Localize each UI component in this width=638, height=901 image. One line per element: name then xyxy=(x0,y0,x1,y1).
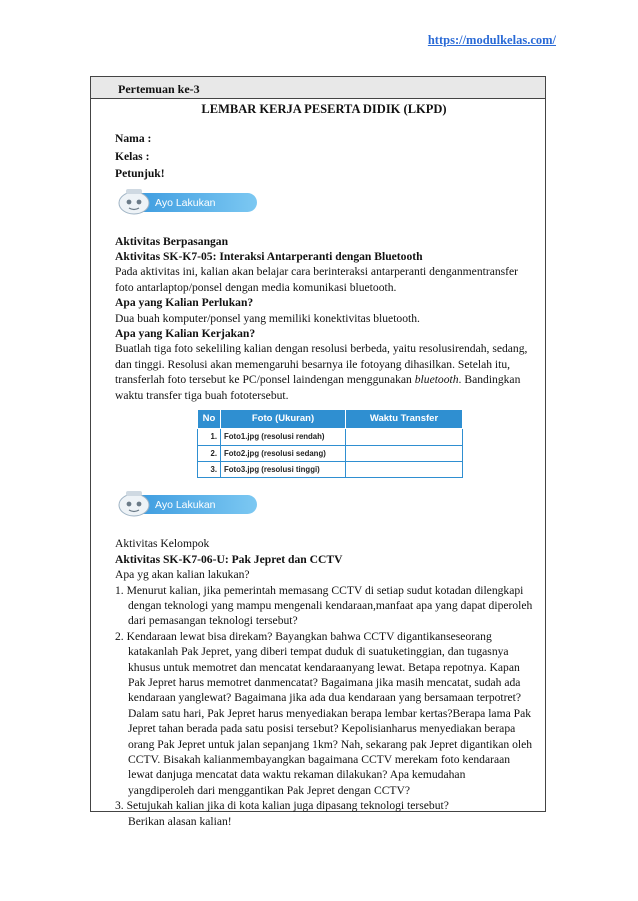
tasks-text-part2: . Bandingkan waktu transfer tiga buah fototersebut. xyxy=(115,373,521,402)
row-time[interactable] xyxy=(346,461,463,477)
transfer-table xyxy=(197,409,463,478)
col-no-header: No xyxy=(198,410,221,429)
tasks-heading: Apa yang Kalian Kerjakan? xyxy=(115,327,256,341)
activity1-intro: Pada aktivitas ini, kalian akan belajar cara berinteraksi antarperanti denganmentransfer foto antarlaptop/ponsel dengan media komunikasi bluetooth. xyxy=(115,265,519,294)
table-row xyxy=(198,461,463,477)
tasks-text-part1: Buatlah tiga foto sekeliling kalian dengan resolusi berbeda, yaitu resolusirendah, sedang, dan tinggi. Resolusi akan memengaruhi besarnya ile fotoyang dihasilkan. Setelah itu, transferlah foto tersebut ke PC/ponsel laindengan menggunakan xyxy=(115,342,528,387)
instructions-label: Petunjuk! xyxy=(115,167,165,181)
row-time[interactable] xyxy=(346,429,463,445)
list-item: 2. Kendaraan lewat bisa direkam? Bayangkan bahwa CCTV digantikanseseorang katakanlah Pak Jepret, yang diberi tempat duduk di suatuketinggian, dan tugasnya khusus untuk memotret dan mencatat kendaraanyang lewat. Betapa repotnya. Kapan Pak Jepret harus memotret danmencatat? Bagaimana jika masih mencatat, sudah ada kendaraan yanglewat? Bagaimana jika ada dua kendaraan yang bersamaan terpotret?Dalam satu hari, Pak Jepret harus menyediakan berapa lembar kertas?Berapa lama Pak Jepret tahan berada pada satu posisi tersebut? Kepolisianharus menyediakan berapa orang Pak Jepret untuk jalan sepanjang 1km? Nah, sekarang pak Jepret digantikan oleh CCTV. Bisakah kalianmembayangkan bagaimana CCTV merekam foto kendaraan lewat danjuga mencatat data waktu rekaman dilakukan? Apa kemudahan yangdiperoleh dari menggantikan Pak Jepret dengan CCTV? xyxy=(115,629,533,797)
transfer-table-header xyxy=(198,410,463,429)
row-photo: Foto3.jpg (resolusi tinggi) xyxy=(221,461,346,477)
needs-heading: Apa yang Kalian Perlukan? xyxy=(115,296,254,310)
list-item: 3. Setujukah kalian jika di kota kalian juga dipasang teknologi tersebut? xyxy=(115,799,449,813)
activity2-heading: Aktivitas Kelompok xyxy=(115,537,210,551)
worksheet-frame xyxy=(90,76,546,828)
row-no: 3. xyxy=(198,461,221,477)
activity2-code-title: Aktivitas SK-K7-06-U: Pak Jepret dan CCTV xyxy=(115,552,343,566)
closing-instruction: Berikan alasan kalian! xyxy=(128,814,232,828)
robot-mascot-icon xyxy=(117,188,153,216)
col-photo-header: Foto (Ukuran) xyxy=(221,410,346,429)
table-row xyxy=(198,445,463,461)
tasks-text-bluetooth: bluetooth xyxy=(414,373,459,387)
source-url-link[interactable]: https://modulkelas.com/ xyxy=(427,33,556,47)
list-item: 1. Menurut kalian, jika pemerintah memasang CCTV di setiap sudut kotadan dilengkapi dengan teknologi yang mampu mengenali kendaraan,manfaat apa yang dapat diperoleh dari pemasangan teknologi tersebut? xyxy=(115,583,533,628)
tasks-text xyxy=(115,341,533,403)
banner-label: Ayo Lakukan xyxy=(139,495,257,514)
class-field-label: Kelas : xyxy=(115,149,150,163)
row-no: 1. xyxy=(198,429,221,445)
row-no: 2. xyxy=(198,445,221,461)
ayo-lakukan-banner-1 xyxy=(115,186,285,220)
question-list xyxy=(115,583,533,814)
needs-text: Dua buah komputer/ponsel yang memiliki konektivitas bluetooth. xyxy=(115,311,420,325)
worksheet-content xyxy=(91,102,545,829)
banner-label: Ayo Lakukan xyxy=(139,193,257,212)
name-field-label: Nama : xyxy=(115,132,152,146)
row-photo: Foto2.jpg (resolusi sedang) xyxy=(221,445,346,461)
ayo-lakukan-banner-2 xyxy=(115,488,285,522)
worksheet-title: LEMBAR KERJA PESERTA DIDIK (LKPD) xyxy=(201,102,447,116)
meeting-label: Pertemuan ke-3 xyxy=(91,77,545,99)
row-photo: Foto1.jpg (resolusi rendah) xyxy=(221,429,346,445)
robot-mascot-icon xyxy=(117,490,153,518)
activity1-code-title: Aktivitas SK-K7-05: Interaksi Antarperanti dengan Bluetooth xyxy=(115,250,423,264)
row-time[interactable] xyxy=(346,445,463,461)
table-row xyxy=(198,429,463,445)
activity2-question: Apa yg akan kalian lakukan? xyxy=(115,568,250,582)
activity1-heading: Aktivitas Berpasangan xyxy=(115,234,229,248)
col-time-header: Waktu Transfer xyxy=(346,410,463,429)
